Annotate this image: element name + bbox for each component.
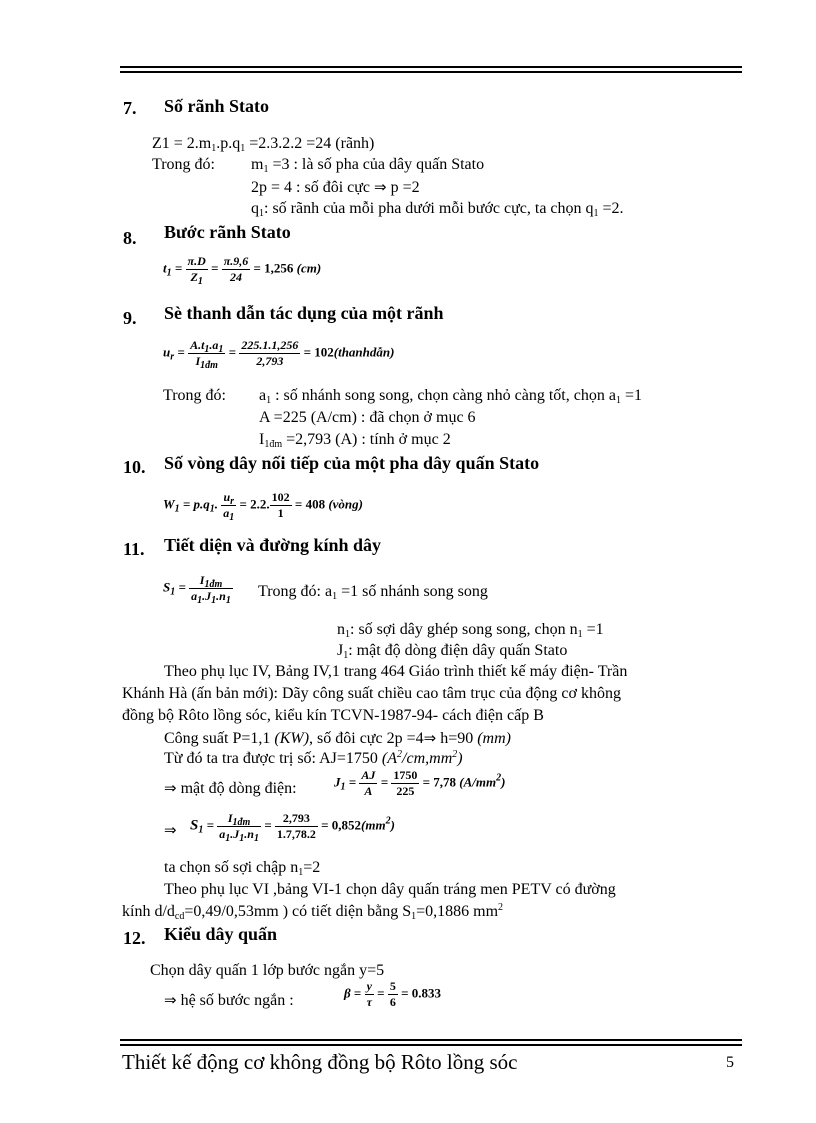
s11-para1-line1: Theo phụ lục IV, Bảng IV,1 trang 464 Giáo trình thiết kế máy điện- Trần	[164, 663, 628, 680]
section-number: 7.	[123, 98, 137, 118]
header-rule-top	[120, 66, 742, 68]
implies-icon: ⇒	[374, 178, 387, 196]
s11-J-line: ⇒ mật độ dòng điện:	[164, 779, 297, 797]
s8-equation: $t_1$ = $\frac{\pi.D}{Z_1}$ = $\frac{\pi.9,6}{24}$ = 1,256 (cm)	[163, 254, 322, 287]
s11-chap-line: ta chọn số sợi chập $n_1=2$	[164, 859, 321, 878]
footer-rule-top	[120, 1039, 742, 1041]
section-12-heading: 12.	[123, 928, 146, 948]
s11-para1-line3: đồng bộ Rôto lồng sóc, kiểu kín TCVN-1987-94- cách điện cấp B	[122, 707, 544, 724]
section-11-title: Tiết diện và đường kính dây	[164, 535, 382, 555]
page-number: 5	[726, 1054, 734, 1071]
implies-icon: ⇒	[164, 991, 177, 1009]
section-9-heading: 9.	[123, 308, 137, 328]
section-11-heading: 11.	[123, 539, 145, 559]
header-rule-bottom	[120, 71, 742, 73]
s9-equation: $u_r$ = $\frac{A.t_1.a_1}{I_{1đm}}$ = $\frac{225.1.1,256}{2,793}$ = 102(thanhdẫn)	[163, 338, 395, 371]
s12-he-so: ⇒ hệ số bước ngắn :	[164, 991, 294, 1009]
implies-icon: ⇒	[164, 821, 177, 839]
s11-S-equation: $S_1$ = $\frac{I_{1đm}}{a_1.J_1.n_1}$ = $\frac{2,793}{1.7,78.2}$ = $0,852(mm^2)$	[190, 811, 395, 844]
s11-J-equation: $J_1$ = $\frac{AJ}{A}$ = $\frac{1750}{225}$ = 7,78 $(A/mm^2)$	[334, 768, 506, 798]
s11-para1-line2: Khánh Hà (ấn bản mới): Dãy công suất chiều cao tâm trục của động cơ không	[122, 685, 621, 702]
s7-trong-do: Trong đó:	[152, 156, 215, 173]
s11-area-equation: $S_1$ = $\frac{I_{1đm}}{a_1.J_1.n_1}$	[163, 573, 231, 606]
s11-n-desc: $n_1$: số sợi dây ghép song song, chọn $n_1 =1$	[337, 621, 604, 640]
implies-icon: ⇒	[423, 729, 437, 747]
implies-icon: ⇒	[164, 779, 177, 797]
section-title: Số rãnh Stato	[164, 96, 270, 116]
s7-m-desc: $m_1 =3$ : là số pha của dây quấn Stato	[251, 156, 485, 175]
s9-A-desc: A =225 (A/cm) : đã chọn ở mục 6	[259, 409, 476, 426]
s11-para2-line1: Theo phụ lục VI ,bảng VI-1 chọn dây quấn tráng men PETV có đường	[164, 881, 616, 898]
s11-power-line: Công suất P=1,1 (KW), số đôi cực 2p =4⇒ h=90 (mm)	[164, 729, 511, 747]
s11-S-implies	[164, 820, 177, 841]
s10-equation: $W_1 = p.q_1$. $\frac{u_r}{a_1}$ = 2.2. $\frac{102}{1}$ = 408 (vòng)	[163, 490, 363, 523]
section-12-title: Kiểu dây quấn	[164, 924, 278, 944]
footer-rule-bottom	[120, 1044, 742, 1046]
section-10-title: Số vòng dây nối tiếp của một pha dây quấn Stato	[164, 453, 540, 473]
section-9-title: Sè thanh dẫn tác dụng của một rãnh	[164, 303, 444, 323]
section-7-title	[164, 96, 269, 117]
footer-title: Thiết kế động cơ không đồng bộ Rôto lồng sóc	[122, 1050, 518, 1074]
s11-para2-line2: kính $d/d_{cd}=0,49/0,53mm$ ) có tiết diện bằng $S_1=0,1886$ $mm^2$	[122, 902, 504, 922]
s12-line1: Chọn dây quấn 1 lớp bước ngắn y=5	[150, 962, 385, 979]
s9-trong-do: Trong đó:	[163, 387, 226, 404]
s12-beta-equation: β = $\frac{y}{\tau}$ = $\frac{5}{6}$ = 0.833	[344, 979, 442, 1009]
section-7-heading	[123, 98, 137, 119]
s9-I-desc: $I_{1đm} =2,793$ (A) : tính ở mục 2	[259, 431, 451, 450]
section-8-title: Bước rãnh Stato	[164, 222, 291, 242]
s7-p-desc: 2p = 4 : số đôi cực ⇒ p =2	[251, 178, 420, 196]
s7-formula: $Z1 = 2.m_1.p.q_1 =2.3.2.2 =24$ (rãnh)	[152, 135, 375, 154]
section-10-heading: 10.	[123, 457, 146, 477]
s7-q-desc: $q_1$: số rãnh của mỗi pha dưới mỗi bước cực, ta chọn $q_1 =2$.	[251, 200, 624, 219]
s11-J-desc: $J_1$: mật độ dòng điện dây quấn Stato	[337, 642, 568, 661]
s11-lookup-line: Từ đó ta tra được trị số: AJ=1750 $(A^2/cm,mm^2)$	[164, 749, 463, 767]
s11-trong-do: Trong đó: $a_1 =1$ số nhánh song song	[258, 583, 488, 602]
s9-a-desc: $a_1$ : số nhánh song song, chọn càng nhỏ càng tốt, chọn $a_1 =1$	[259, 387, 642, 406]
section-8-heading: 8.	[123, 228, 137, 248]
